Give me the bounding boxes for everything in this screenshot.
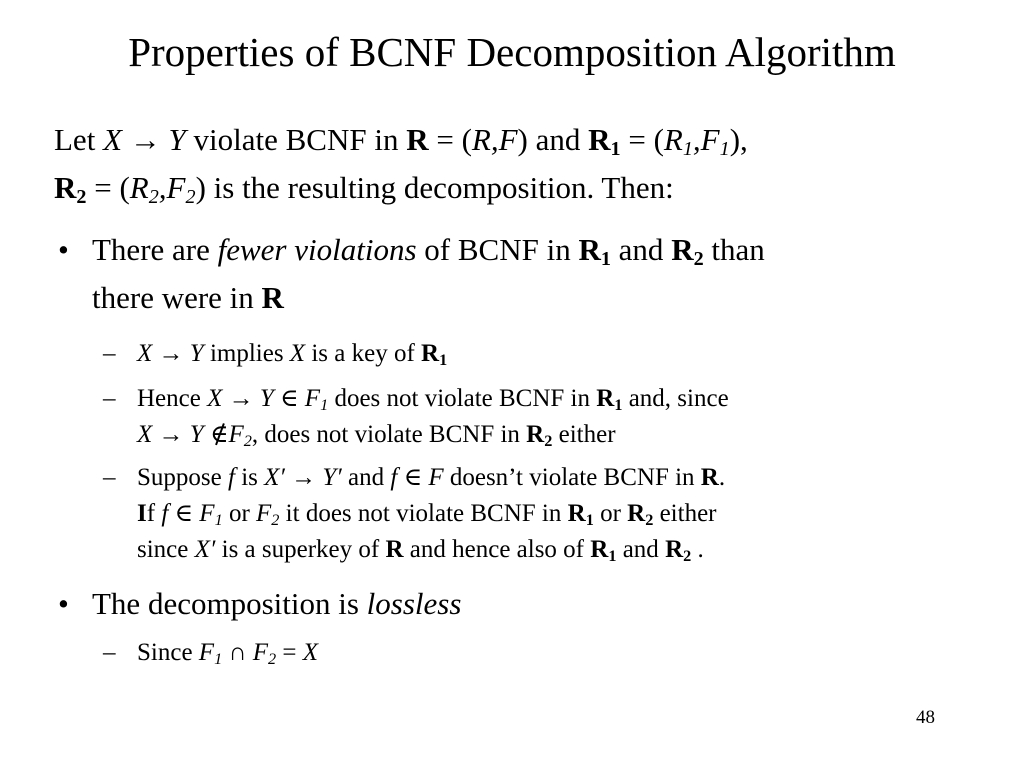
- subbullet-dash: –: [103, 639, 116, 666]
- subbullet-text: Suppose f is X′ → Y′ and f ∈ F doesn’t violate BCNF in R. If f ∈ $F_1$ or $F_2$ it does not violate BCNF in $R_1$ or $R_2$ either since X′ is a superkey of R and hence also of $R_1$ and $R_2$ .: [137, 464, 726, 566]
- page-number: 48: [916, 707, 935, 728]
- intro-line-2: $R_2 = (R_2,F_2)$ is the resulting decomposition. Then:: [54, 170, 674, 209]
- subbullet-dash: –: [103, 464, 116, 491]
- bullet-dot: •: [58, 586, 69, 621]
- subbullet-text: Since $F_1$ ∩ $F_2 = X$: [137, 639, 319, 669]
- subbullet-dash: –: [103, 385, 116, 412]
- subbullet-dash: –: [103, 340, 116, 367]
- intro-line-1: Let X → Y violate BCNF in R = (R,F) and $R_1 = (R_1,F_1)$,: [54, 122, 748, 161]
- intro-paragraph: [54, 116, 994, 212]
- subbullet-text: X → Y implies X is a key of $R_1$: [137, 340, 448, 370]
- bullet-dot: •: [58, 232, 69, 267]
- bullet-text: The decomposition is lossless: [92, 586, 462, 621]
- bullet-text: There are fewer violations of BCNF in $R_1$ and $R_2$ than there were in R: [92, 232, 765, 315]
- subbullet-text: Hence X → Y ∈ $F_1$ does not violate BCNF in $R_1$ and, since X → Y $\notin F_2$, does not violate BCNF in $R_2$ either: [137, 385, 729, 451]
- slide-title: Properties of BCNF Decomposition Algorithm: [128, 29, 896, 75]
